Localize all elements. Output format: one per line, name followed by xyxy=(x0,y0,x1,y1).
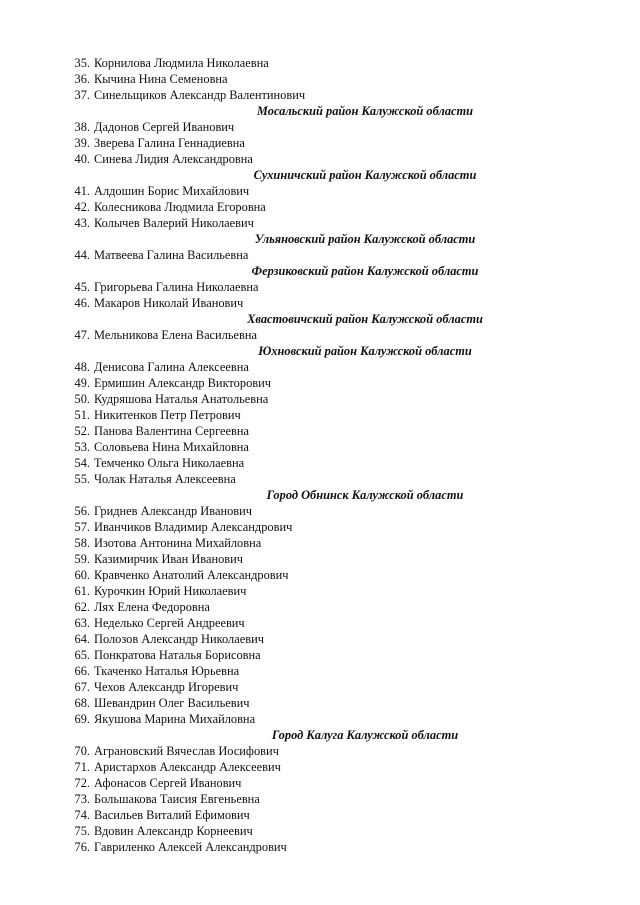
list-item xyxy=(70,615,570,631)
list-item xyxy=(70,743,570,759)
district-heading: Ферзиковский район Калужской области xyxy=(251,264,479,278)
item-number: 60. xyxy=(74,568,90,582)
person-name: Панова Валентина Сергеевна xyxy=(94,424,250,438)
person-name: Вдовин Александр Корнеевич xyxy=(94,824,253,838)
list-item xyxy=(70,695,570,711)
person-name: Чолак Наталья Алексеевна xyxy=(94,472,236,486)
person-name: Денисова Галина Алексеевна xyxy=(94,360,249,374)
list-item xyxy=(70,151,570,167)
list-item xyxy=(70,215,570,231)
item-number: 68. xyxy=(74,696,90,710)
person-name: Ермишин Александр Викторович xyxy=(94,376,271,390)
list-item xyxy=(70,823,570,839)
person-name: Якушова Марина Михайловна xyxy=(94,712,256,726)
item-number: 49. xyxy=(74,376,90,390)
person-name: Колычев Валерий Николаевич xyxy=(94,216,254,230)
person-name: Никитенков Петр Петрович xyxy=(94,408,241,422)
district-heading: Сухиничский район Калужской области xyxy=(253,168,477,182)
list-item xyxy=(70,807,570,823)
item-number: 35. xyxy=(74,56,90,70)
item-number: 67. xyxy=(74,680,90,694)
list-item xyxy=(70,519,570,535)
list-item xyxy=(70,647,570,663)
person-name: Алдошин Борис Михайлович xyxy=(94,184,250,198)
person-name: Неделько Сергей Андреевич xyxy=(94,616,245,630)
item-number: 59. xyxy=(74,552,90,566)
list-item xyxy=(70,679,570,695)
person-name: Кычина Нина Семеновна xyxy=(94,72,228,86)
item-number: 73. xyxy=(74,792,90,806)
list-item xyxy=(70,327,570,343)
person-list xyxy=(70,55,570,855)
list-item xyxy=(70,55,570,71)
item-number: 71. xyxy=(74,760,90,774)
list-item xyxy=(70,247,570,263)
list-item xyxy=(70,199,570,215)
person-name: Шевандрин Олег Васильевич xyxy=(94,696,250,710)
person-name: Иванчиков Владимир Александрович xyxy=(94,520,293,534)
person-name: Изотова Антонина Михайловна xyxy=(94,536,262,550)
person-name: Гавриленко Алексей Александрович xyxy=(94,840,287,854)
list-item xyxy=(70,759,570,775)
person-name: Казимирчик Иван Иванович xyxy=(94,552,244,566)
item-number: 47. xyxy=(74,328,90,342)
person-name: Полозов Александр Николаевич xyxy=(94,632,264,646)
item-number: 55. xyxy=(74,472,90,486)
item-number: 41. xyxy=(74,184,90,198)
district-heading: Город Калуга Калужской области xyxy=(271,728,459,742)
person-name: Понкратова Наталья Борисовна xyxy=(94,648,261,662)
person-name: Кудряшова Наталья Анатольевна xyxy=(94,392,269,406)
person-name: Темченко Ольга Николаевна xyxy=(94,456,245,470)
list-item xyxy=(70,455,570,471)
list-item xyxy=(70,359,570,375)
list-item xyxy=(70,503,570,519)
list-item xyxy=(70,599,570,615)
item-number: 70. xyxy=(74,744,90,758)
person-name: Большакова Таисия Евгеньевна xyxy=(94,792,260,806)
list-item xyxy=(70,87,570,103)
item-number: 36. xyxy=(74,72,90,86)
list-item xyxy=(70,839,570,855)
list-item xyxy=(70,135,570,151)
district-heading: Юхновский район Калужской области xyxy=(258,344,472,358)
item-number: 54. xyxy=(74,456,90,470)
item-number: 38. xyxy=(74,120,90,134)
list-item xyxy=(70,551,570,567)
item-number: 74. xyxy=(74,808,90,822)
district-heading: Мосальский район Калужской области xyxy=(256,104,474,118)
item-number: 56. xyxy=(74,504,90,518)
item-number: 69. xyxy=(74,712,90,726)
person-name: Колесникова Людмила Егоровна xyxy=(94,200,266,214)
list-item xyxy=(70,775,570,791)
item-number: 63. xyxy=(74,616,90,630)
list-item xyxy=(70,295,570,311)
item-number: 43. xyxy=(74,216,90,230)
item-number: 75. xyxy=(74,824,90,838)
person-name: Лях Елена Федоровна xyxy=(94,600,210,614)
list-item xyxy=(70,663,570,679)
list-item xyxy=(70,119,570,135)
item-number: 40. xyxy=(74,152,90,166)
item-number: 44. xyxy=(74,248,90,262)
person-name: Кравченко Анатолий Александрович xyxy=(94,568,289,582)
person-name: Курочкин Юрий Николаевич xyxy=(94,584,247,598)
item-number: 52. xyxy=(74,424,90,438)
list-item xyxy=(70,71,570,87)
person-name: Григорьева Галина Николаевна xyxy=(94,280,259,294)
person-name: Афонасов Сергей Иванович xyxy=(94,776,242,790)
person-name: Аристархов Александр Алексеевич xyxy=(94,760,281,774)
person-name: Мельникова Елена Васильевна xyxy=(94,328,258,342)
item-number: 51. xyxy=(74,408,90,422)
person-name: Макаров Николай Иванович xyxy=(94,296,244,310)
list-item xyxy=(70,567,570,583)
person-name: Аграновский Вячеслав Иосифович xyxy=(94,744,279,758)
item-number: 42. xyxy=(74,200,90,214)
person-name: Чехов Александр Игоревич xyxy=(94,680,239,694)
list-item xyxy=(70,711,570,727)
district-heading: Хвастовичский район Калужской области xyxy=(247,312,483,326)
item-number: 53. xyxy=(74,440,90,454)
list-item xyxy=(70,423,570,439)
item-number: 45. xyxy=(74,280,90,294)
list-item xyxy=(70,631,570,647)
person-name: Гриднев Александр Иванович xyxy=(94,504,252,518)
item-number: 50. xyxy=(74,392,90,406)
item-number: 65. xyxy=(74,648,90,662)
person-name: Ткаченко Наталья Юрьевна xyxy=(94,664,240,678)
person-name: Корнилова Людмила Николаевна xyxy=(94,56,269,70)
item-number: 39. xyxy=(74,136,90,150)
person-name: Дадонов Сергей Иванович xyxy=(94,120,235,134)
list-item xyxy=(70,375,570,391)
person-name: Васильев Виталий Ефимович xyxy=(94,808,250,822)
person-name: Синева Лидия Александровна xyxy=(94,152,253,166)
person-name: Соловьева Нина Михайловна xyxy=(94,440,249,454)
item-number: 37. xyxy=(74,88,90,102)
list-item xyxy=(70,407,570,423)
item-number: 76. xyxy=(74,840,90,854)
list-item xyxy=(70,791,570,807)
list-item xyxy=(70,471,570,487)
person-name: Матвеева Галина Васильевна xyxy=(94,248,249,262)
person-name: Синельщиков Александр Валентинович xyxy=(94,88,306,102)
item-number: 72. xyxy=(74,776,90,790)
district-heading: Ульяновский район Калужской области xyxy=(254,232,476,246)
item-number: 57. xyxy=(74,520,90,534)
item-number: 61. xyxy=(74,584,90,598)
list-item xyxy=(70,535,570,551)
item-number: 62. xyxy=(74,600,90,614)
item-number: 58. xyxy=(74,536,90,550)
person-name: Зверева Галина Геннадиевна xyxy=(94,136,245,150)
list-item xyxy=(70,583,570,599)
item-number: 64. xyxy=(74,632,90,646)
list-item xyxy=(70,439,570,455)
item-number: 46. xyxy=(74,296,90,310)
district-heading: Город Обнинск Калужской области xyxy=(266,488,464,502)
list-item xyxy=(70,391,570,407)
list-item xyxy=(70,183,570,199)
item-number: 66. xyxy=(74,664,90,678)
list-item xyxy=(70,279,570,295)
item-number: 48. xyxy=(74,360,90,374)
